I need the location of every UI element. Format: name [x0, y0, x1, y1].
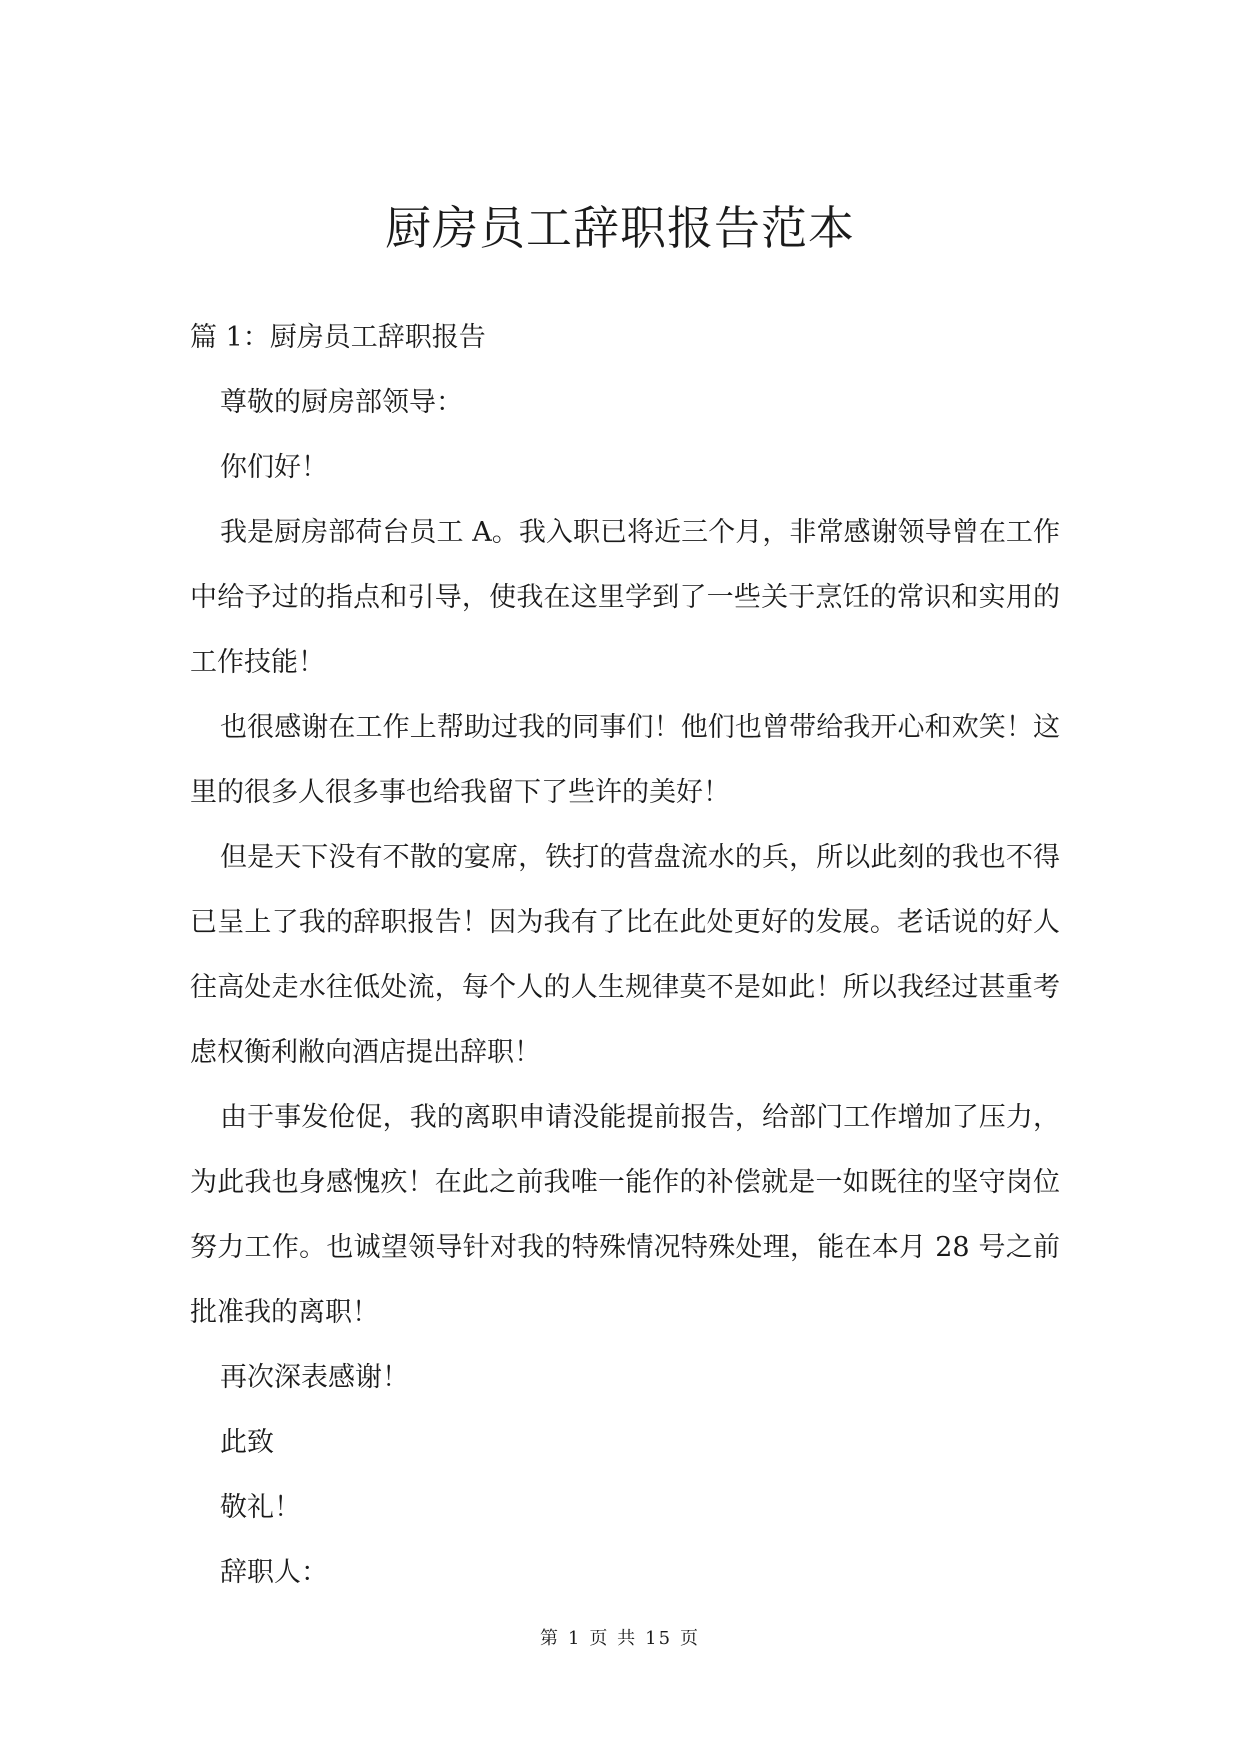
salutation: 尊敬的厨房部领导：	[220, 387, 463, 418]
document-title: 厨房员工辞职报告范本	[385, 201, 855, 255]
body-paragraph: 也很感谢在工作上帮助过我的同事们！他们也曾带给我开心和欢笑！这里的很多人很多事也给我留下了些许的美好！	[190, 712, 1060, 808]
page-label-prefix: 第	[539, 1628, 560, 1649]
thanks-line: 再次深表感谢！	[220, 1362, 409, 1393]
section-heading: 篇 1：厨房员工辞职报告	[190, 322, 486, 353]
greeting: 你们好！	[220, 452, 328, 483]
body-paragraph: 我是厨房部荷台员工 A。我入职已将近三个月，非常感谢领导曾在工作中给予过的指点和引导，使我在这里学到了一些关于烹饪的常识和实用的工作技能！	[190, 517, 1060, 678]
page-footer	[0, 1627, 1240, 1651]
signature-label: 辞职人：	[220, 1557, 328, 1588]
page-label-suffix: 页	[680, 1628, 701, 1649]
current-page-number: 1	[567, 1628, 582, 1649]
body-paragraph: 但是天下没有不散的宴席，铁打的营盘流水的兵，所以此刻的我也不得已呈上了我的辞职报告！因为我有了比在此处更好的发展。老话说的好人往高处走水往低处流，每个人的人生规律莫不是如此！所以我经过甚重考虑权衡利敝向酒店提出辞职！	[190, 842, 1060, 1068]
closing-line: 敬礼！	[220, 1492, 301, 1523]
page-label-mid: 页 共	[589, 1628, 638, 1649]
closing-line: 此致	[220, 1427, 274, 1458]
document-body	[190, 305, 1060, 1605]
total-pages-number: 15	[645, 1628, 673, 1649]
body-paragraph: 由于事发伧促，我的离职申请没能提前报告，给部门工作增加了压力，为此我也身感愧疚！在此之前我唯一能作的补偿就是一如既往的坚守岗位努力工作。也诚望领导针对我的特殊情况特殊处理，能在本月 28 号之前批准我的离职！	[190, 1102, 1060, 1328]
